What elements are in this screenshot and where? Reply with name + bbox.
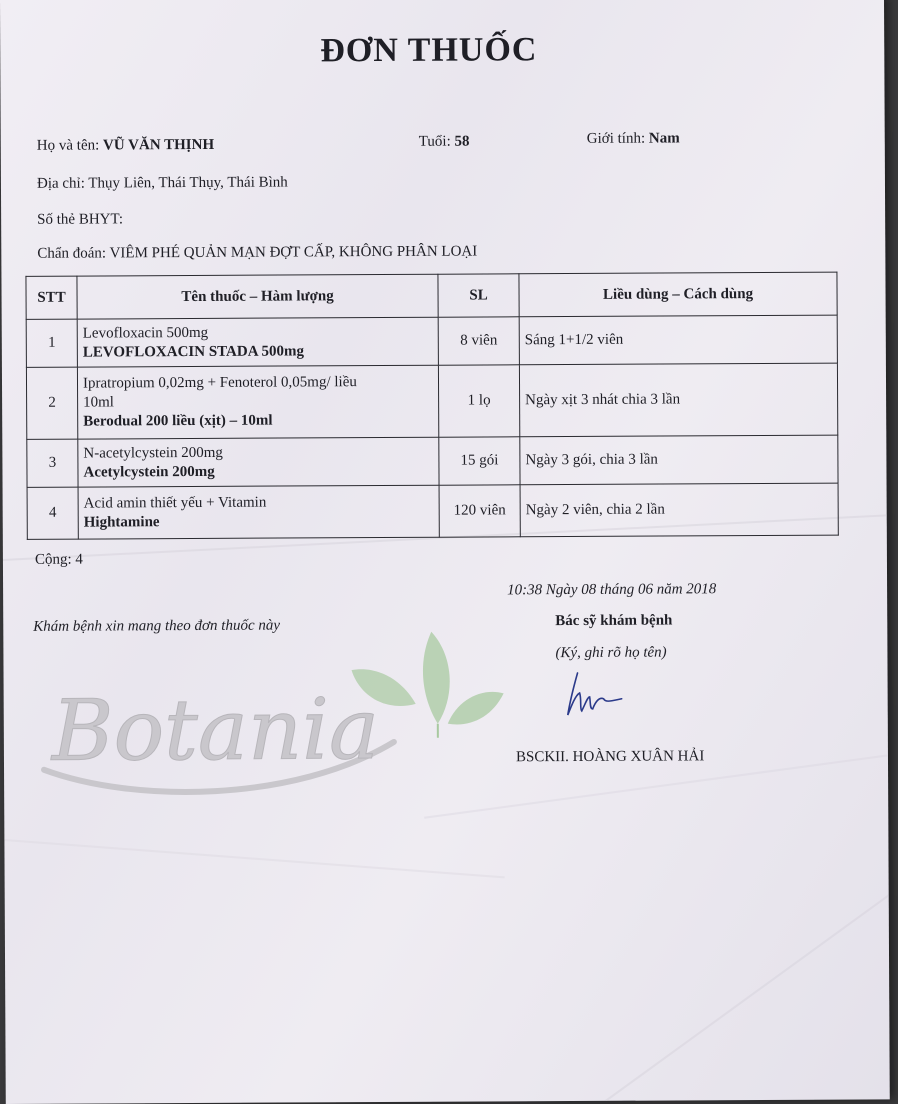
doctor-signature [560, 669, 630, 721]
patient-address: Thụy Liên, Thái Thụy, Thái Bình [88, 174, 288, 192]
drug-brand: Hightamine [83, 513, 160, 531]
row-qty: 120 viên [439, 485, 520, 537]
drug-brand: Berodual 200 liều (xịt) – 10ml [83, 412, 273, 430]
drug-ingredient-cont: 10ml [83, 394, 114, 411]
patient-gender: Nam [648, 130, 680, 147]
row-drug [77, 317, 438, 367]
gender-label: Giới tính: [586, 130, 646, 147]
row-dosage: Ngày xịt 3 nhát chia 3 lần [519, 363, 837, 437]
row-qty: 1 lọ [438, 365, 519, 437]
drug-brand: Acetylcystein 200mg [83, 463, 215, 481]
header-stt: STT [26, 276, 77, 319]
row-drug [78, 485, 439, 539]
row-stt: 3 [27, 439, 78, 487]
drug-ingredient: Acid amin thiết yếu + Vitamin [83, 494, 267, 512]
row-qty: 15 gói [439, 437, 520, 485]
insurance-label: Số thẻ BHYT: [37, 211, 124, 228]
table-header-row [26, 272, 837, 319]
row-stt: 2 [26, 367, 77, 439]
insurance-line [37, 211, 123, 228]
signature-hint: (Ký, ghi rõ họ tên) [555, 644, 667, 662]
table-row [26, 315, 837, 367]
table-row [27, 483, 838, 539]
doctor-role: Bác sỹ khám bệnh [555, 612, 673, 630]
footer-note: Khám bệnh xin mang theo đơn thuốc này [33, 617, 281, 635]
header-drug: Tên thuốc – Hàm lượng [77, 274, 438, 319]
row-stt: 4 [27, 487, 78, 539]
name-label: Họ và tên: [36, 137, 100, 154]
patient-name-line [37, 137, 214, 155]
row-dosage: Ngày 2 viên, chia 2 lần [520, 483, 838, 537]
watermark-text: Botania [51, 680, 380, 780]
row-drug [77, 365, 438, 439]
age-line [419, 134, 470, 151]
page-title: ĐƠN THUỐC [320, 31, 538, 70]
address-line [37, 174, 288, 192]
gender-line [587, 130, 680, 147]
table-row [27, 435, 838, 487]
row-drug [78, 437, 439, 487]
botania-watermark-logo [33, 625, 514, 808]
table-row [26, 363, 837, 439]
age-label: Tuổi: [418, 133, 451, 150]
header-qty: SL [438, 274, 519, 317]
patient-name: VŨ VĂN THỊNH [102, 136, 215, 154]
diagnosis-label: Chẩn đoán: [37, 245, 107, 262]
total-count: Cộng: 4 [34, 551, 83, 568]
row-dosage: Sáng 1+1/2 viên [519, 315, 837, 365]
diagnosis-text: VIÊM PHÉ QUẢN MẠN ĐỢT CẤP, KHÔNG PHÂN LOẠI [109, 243, 478, 262]
doctor-name: BSCKII. HOÀNG XUÂN HẢI [515, 748, 705, 766]
drug-ingredient: N-acetylcystein 200mg [83, 444, 223, 462]
header-dosage: Liều dùng – Cách dùng [519, 272, 837, 317]
prescription-datetime: 10:38 Ngày 08 tháng 06 năm 2018 [507, 581, 717, 599]
drug-brand: LEVOFLOXACIN STADA 500mg [82, 342, 305, 361]
row-dosage: Ngày 3 gói, chia 3 lần [520, 435, 838, 485]
address-label: Địa chỉ: [36, 175, 85, 192]
row-stt: 1 [26, 319, 77, 367]
drug-ingredient: Levofloxacin 500mg [82, 324, 209, 342]
drug-ingredient: Ipratropium 0,02mg + Fenoterol 0,05mg/ liều [82, 374, 357, 392]
patient-age: 58 [454, 133, 470, 150]
prescription-table [25, 272, 838, 540]
row-qty: 8 viên [438, 317, 519, 365]
diagnosis-line [37, 244, 477, 263]
